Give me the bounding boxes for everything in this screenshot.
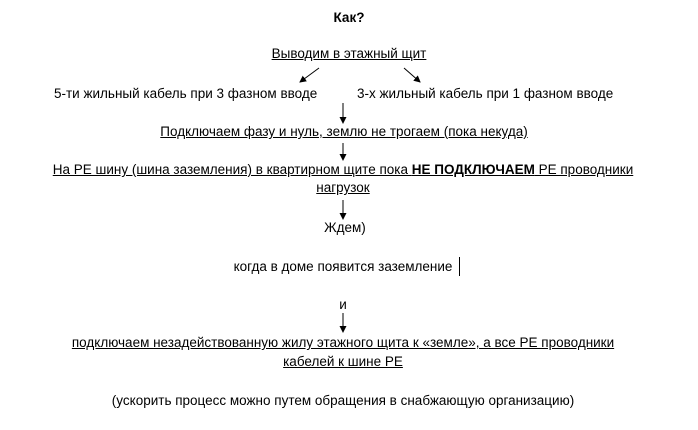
text-cursor bbox=[459, 257, 460, 276]
step-pe-bus-emphasis: НЕ ПОДКЛЮЧАЕМ bbox=[411, 162, 535, 177]
step-connect-ground-line1: подключаем незадействованную жилу этажного щита к «земле», а все PE проводники bbox=[71, 335, 615, 350]
arrow-to-right-branch bbox=[404, 68, 420, 82]
step-pe-bus-line2: нагрузок bbox=[316, 180, 370, 195]
diagram-title: Как? bbox=[333, 10, 365, 25]
step-pe-bus-line1 bbox=[0, 162, 686, 178]
note-speed-up: (ускорить процесс можно путем обращения в снабжающую организацию) bbox=[111, 393, 575, 408]
step-pe-bus-text-b: PE проводники bbox=[534, 162, 634, 177]
branch-single-phase: 3-х жильный кабель при 1 фазном вводе bbox=[357, 86, 614, 101]
step-grounding-appears: когда в доме появится заземление bbox=[233, 259, 453, 274]
step-and: и bbox=[339, 297, 347, 312]
step-wait: Ждем) bbox=[324, 220, 366, 235]
step-connect-ground-line2: кабелей к шине PE bbox=[283, 354, 403, 369]
step-pe-bus-text-a: На PE шину (шина заземления) в квартирном щите пока bbox=[52, 162, 412, 177]
branch-three-phase: 5-ти жильный кабель при 3 фазном вводе bbox=[54, 86, 318, 101]
step-output-to-floor-panel: Выводим в этажный щит bbox=[271, 46, 427, 61]
arrow-to-left-branch bbox=[300, 68, 319, 82]
step-connect-phase-neutral: Подключаем фазу и нуль, землю не трогаем (пока некуда) bbox=[160, 124, 528, 139]
